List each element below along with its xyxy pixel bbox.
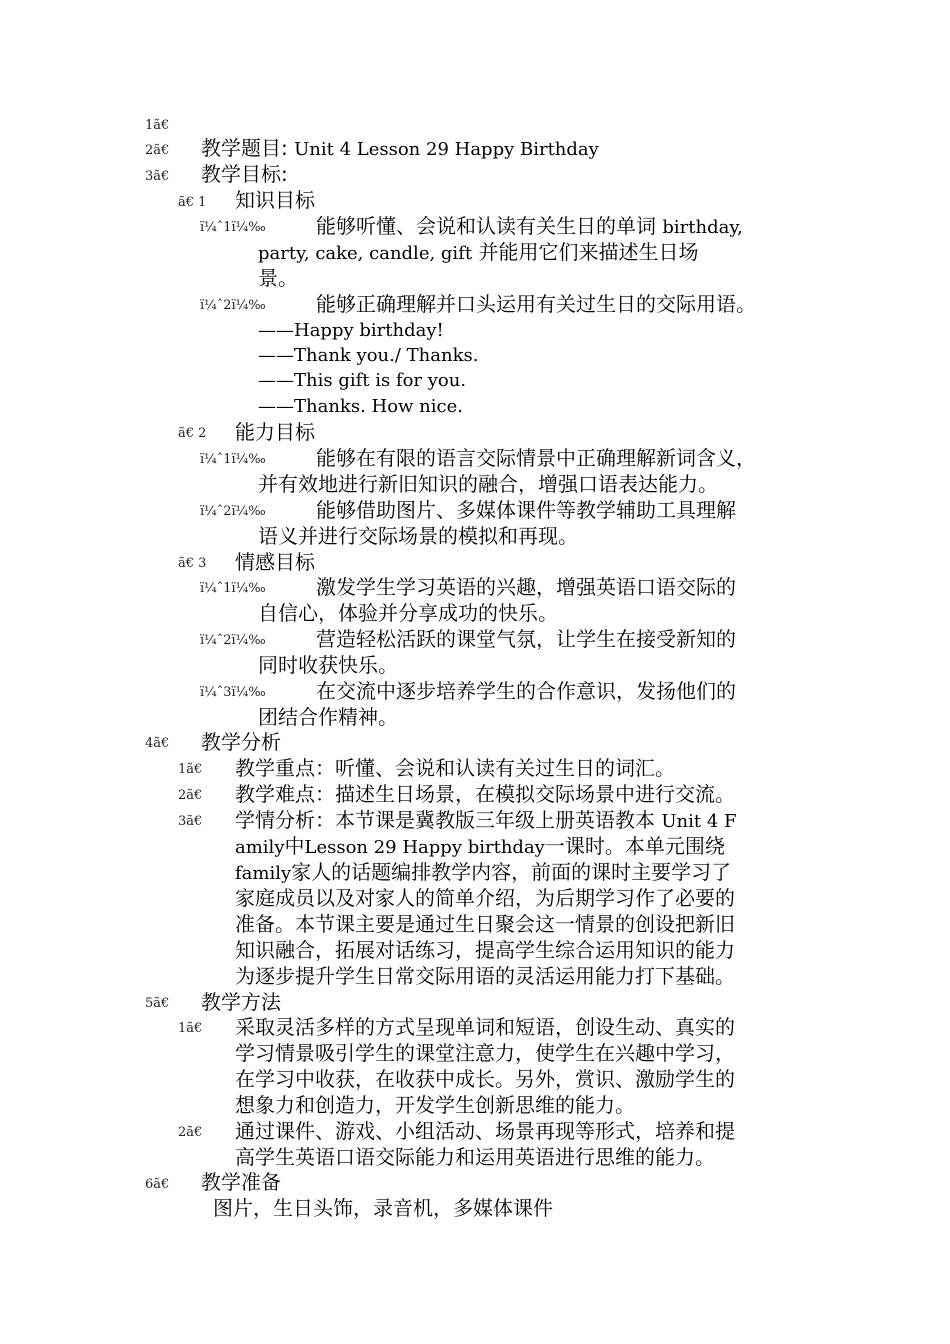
paragraph-line: [316, 213, 743, 241]
paragraph-line: 知识融合，拓展对话练习，提高学生综合运用知识的能力: [235, 938, 735, 962]
text-run: 中: [284, 834, 305, 858]
dialogue-line: ——This gift is for you.: [258, 370, 467, 391]
sub-marker: 2ã€: [178, 788, 203, 803]
paragraph-line: 教学重点：听懂、会说和认读有关过生日的词汇。: [235, 756, 675, 780]
section-heading: 教学方法: [201, 990, 281, 1014]
paragraph-line: 想象力和创造力，开发学生创新思维的能力。: [235, 1093, 635, 1117]
list-marker: 2ã€: [145, 143, 170, 158]
item-marker: ï¼ˆ2ï¼‰: [200, 298, 266, 313]
list-marker: 5ã€: [145, 996, 170, 1011]
sub-heading: 知识目标: [235, 188, 315, 212]
list-marker: 3ã€: [145, 169, 170, 184]
text-run: 家人的话题编排教学内容，前面的课时主要学习了: [291, 860, 732, 884]
paragraph-line: 为逐步提升学生日常交际用语的灵活运用能力打下基础。: [235, 964, 735, 988]
item-marker: ï¼ˆ1ï¼‰: [200, 220, 266, 235]
lesson-title-label: 教学题目:: [201, 136, 288, 160]
sub-marker: 3ã€: [178, 814, 203, 829]
sub-marker: 1ã€: [178, 1021, 203, 1036]
dialogue-line: ——Thank you./ Thanks.: [258, 345, 479, 366]
paragraph-line: 语义并进行交际场景的模拟和再现。: [258, 524, 578, 548]
paragraph-line: 在学习中收获，在收获中成长。另外，赏识、激励学生的: [235, 1067, 735, 1091]
sub-marker: ã€ 1: [178, 195, 207, 210]
sub-marker: 2ã€: [178, 1125, 203, 1140]
paragraph-line: 图片，生日头饰，录音机，多媒体课件: [213, 1196, 553, 1220]
sub-marker: ã€ 3: [178, 556, 207, 571]
paragraph-line: 自信心，体验并分享成功的快乐。: [258, 601, 558, 625]
list-marker: 6ã€: [145, 1177, 170, 1192]
text-run: 并能用它们来描述生日场: [478, 240, 699, 264]
paragraph-line: 团结合作精神。: [258, 705, 398, 729]
list-marker: 1ã€: [145, 118, 170, 133]
paragraph-line: [235, 833, 725, 861]
paragraph-line: 同时收获快乐。: [258, 653, 398, 677]
paragraph-line: 能够正确理解并口头运用有关过生日的交际用语。: [316, 292, 756, 316]
section-heading: 教学分析: [201, 730, 281, 754]
text-run: amily: [235, 837, 285, 858]
item-marker: ï¼ˆ1ï¼‰: [200, 581, 266, 596]
text-run: 能够听懂、会说和认读有关生日的单词: [316, 214, 656, 238]
paragraph-line: [235, 859, 731, 887]
paragraph-line: 并有效地进行新旧知识的融合，增强口语表达能力。: [258, 472, 718, 496]
sub-heading: 情感目标: [235, 550, 315, 574]
paragraph-line: 能够借助图片、多媒体课件等教学辅助工具理解: [316, 498, 736, 522]
text-run: birthday,: [662, 217, 743, 238]
text-run: 一课时。本单元围绕: [544, 834, 725, 858]
text-run: 学情分析：本节课是冀教版三年级上册英语教本: [235, 808, 655, 832]
item-marker: ï¼ˆ2ï¼‰: [200, 504, 266, 519]
paragraph-line: 学习情景吸引学生的课堂注意力，使学生在兴趣中学习，: [235, 1041, 735, 1065]
paragraph-line: 教学难点：描述生日场景，在模拟交际场景中进行交流。: [235, 782, 735, 806]
paragraph-line: 激发学生学习英语的兴趣，增强英语口语交际的: [316, 575, 736, 599]
item-marker: ï¼ˆ2ï¼‰: [200, 633, 266, 648]
paragraph-line: 家庭成员以及对家人的简单介绍，为后期学习作了必要的: [235, 886, 735, 910]
paragraph-line: 在交流中逐步培养学生的合作意识，发扬他们的: [316, 679, 736, 703]
section-heading: 教学目标:: [201, 162, 288, 186]
list-marker: 4ã€: [145, 736, 170, 751]
sub-heading: 能力目标: [235, 420, 315, 444]
paragraph-line: 景。: [258, 266, 298, 290]
lesson-title-value: Unit 4 Lesson 29 Happy Birthday: [294, 139, 599, 160]
paragraph-line: [235, 807, 737, 835]
paragraph-line: 营造轻松活跃的课堂气氛，让学生在接受新知的: [316, 627, 736, 651]
item-marker: ï¼ˆ3ï¼‰: [200, 685, 266, 700]
section-heading: 教学准备: [201, 1170, 281, 1194]
paragraph-line: 准备。本节课主要是通过生日聚会这一情景的创设把新旧: [235, 912, 735, 936]
item-marker: ï¼ˆ1ï¼‰: [200, 452, 266, 467]
paragraph-line: [258, 239, 698, 267]
sub-marker: ã€ 2: [178, 426, 207, 441]
dialogue-line: ——Happy birthday!: [258, 320, 444, 341]
paragraph-line: 能够在有限的语言交际情景中正确理解新词含义，: [316, 446, 756, 470]
paragraph-line: 通过课件、游戏、小组活动、场景再现等形式，培养和提: [235, 1119, 735, 1143]
paragraph-line: 采取灵活多样的方式呈现单词和短语，创设生动、真实的: [235, 1015, 735, 1039]
text-run: party, cake, candle, gift: [258, 243, 473, 264]
text-run: Lesson 29 Happy birthday: [304, 837, 545, 858]
text-run: family: [235, 863, 292, 884]
text-run: Unit 4 F: [661, 811, 737, 832]
paragraph-line: 高学生英语口语交际能力和运用英语进行思维的能力。: [235, 1145, 715, 1169]
dialogue-line: ——Thanks. How nice.: [258, 396, 463, 417]
lesson-title: [201, 135, 599, 163]
sub-marker: 1ã€: [178, 762, 203, 777]
